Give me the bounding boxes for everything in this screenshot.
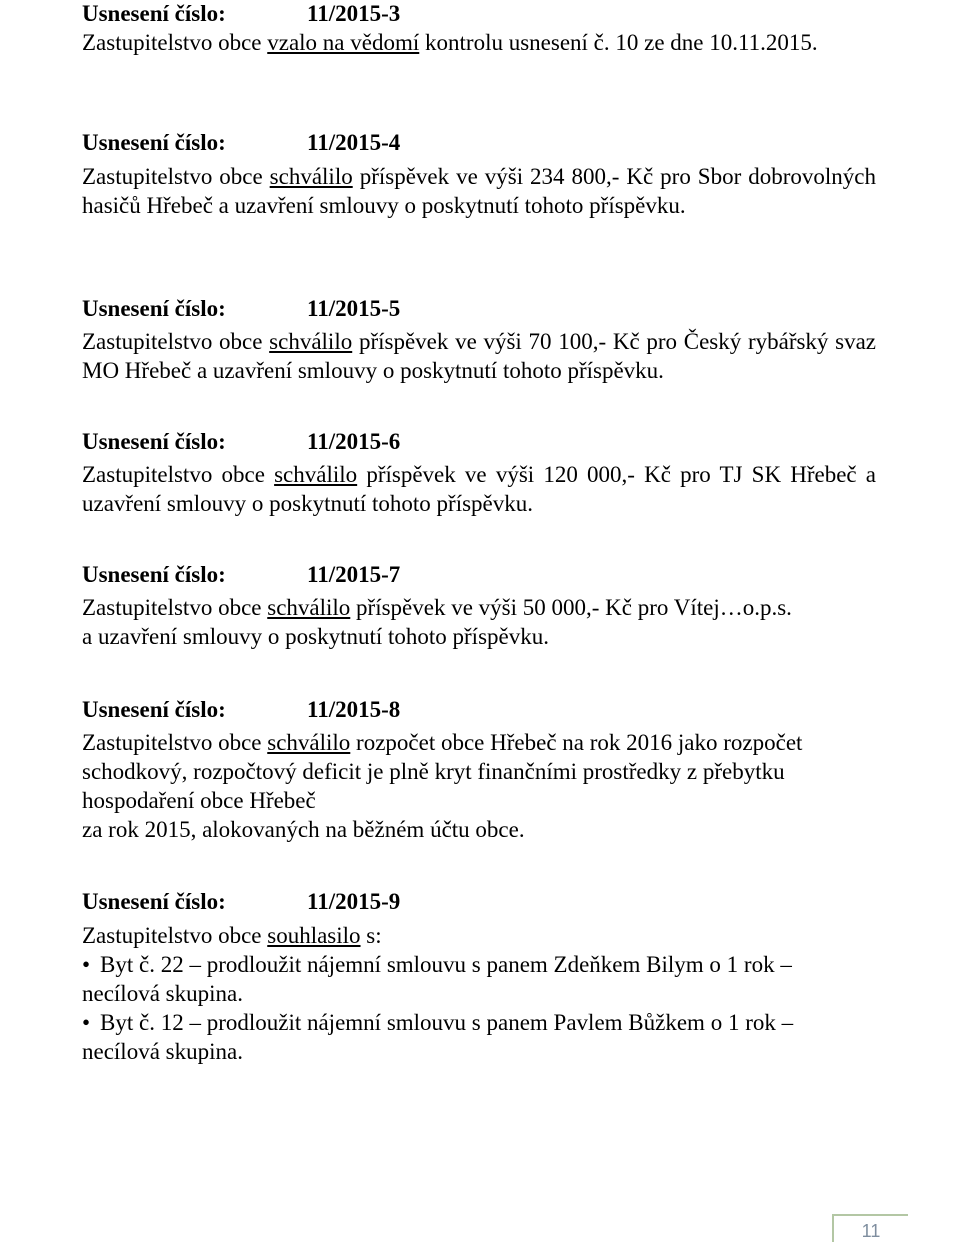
resolution-verb: schválilo: [267, 730, 351, 755]
resolution-verb: schválilo: [274, 462, 358, 487]
resolution-text: Zastupitelstvo obce souhlasilo s: • Byt č. 22 – prodloužit nájemní smlouvu s panem Zdeňkem Bilym o 1 rok – necílová skupina. • Byt č. 12 – prodloužit nájemní smlouvu s panem Pavlem Bůžkem o 1 rok – necílová skupina.: [82, 921, 876, 1066]
resolution-heading: [82, 560, 401, 589]
resolution-number: 11/2015-3: [307, 1, 401, 26]
resolution-text: Zastupitelstvo obce schválilo příspěvek ve výši 70 100,- Kč pro Český rybářský svaz MO Hřebeč a uzavření smlouvy o poskytnutí tohoto příspěvku.: [82, 329, 877, 383]
heading-label: Usnesení číslo:: [82, 130, 226, 155]
heading-label: Usnesení číslo:: [82, 697, 226, 722]
heading-label: Usnesení číslo:: [82, 429, 226, 454]
resolution-number: 11/2015-5: [307, 296, 401, 321]
resolution-number: 11/2015-6: [307, 429, 401, 454]
resolution-text: Zastupitelstvo obce vzalo na vědomí kontrolu usnesení č. 10 ze dne 10.11.2015.: [82, 30, 818, 55]
resolution-verb: souhlasilo: [267, 923, 361, 948]
resolution-number: 11/2015-4: [307, 130, 401, 155]
heading-label: Usnesení číslo:: [82, 1, 226, 26]
resolution-text: Zastupitelstvo obce schválilo rozpočet obce Hřebeč na rok 2016 jako rozpočet schodkový, rozpočtový deficit je plně kryt finančními prostředky z přebytku hospodaření obce Hřebeč za rok 2015, alokovaných na běžném účtu obce.: [82, 730, 803, 842]
resolution-verb: vzalo na vědomí: [267, 30, 420, 55]
resolution-text: Zastupitelstvo obce schválilo příspěvek ve výši 120 000,- Kč pro TJ SK Hřebeč a uzavření smlouvy o poskytnutí tohoto příspěvku.: [82, 462, 877, 516]
bullet-icon: •: [82, 952, 91, 977]
resolution-heading: [82, 0, 401, 28]
resolution-heading: [82, 427, 401, 456]
heading-label: Usnesení číslo:: [82, 296, 226, 321]
list-item: • Byt č. 12 – prodloužit nájemní smlouvu s panem Pavlem Bůžkem o 1 rok –: [82, 1010, 794, 1035]
resolution-heading: [82, 887, 401, 916]
resolution-text: Zastupitelstvo obce schválilo příspěvek ve výši 50 000,- Kč pro Vítej…o.p.s. a uzavření smlouvy o poskytnutí tohoto příspěvku.: [82, 595, 792, 649]
resolution-number: 11/2015-9: [307, 889, 401, 914]
resolution-text: Zastupitelstvo obce schválilo příspěvek ve výši 234 800,- Kč pro Sbor dobrovolných hasičů Hřebeč a uzavření smlouvy o poskytnutí tohoto příspěvku.: [82, 164, 876, 218]
resolution-number: 11/2015-7: [307, 562, 401, 587]
resolution-heading: [82, 695, 401, 724]
heading-label: Usnesení číslo:: [82, 562, 226, 587]
heading-label: Usnesení číslo:: [82, 889, 226, 914]
resolution-number: 11/2015-8: [307, 697, 401, 722]
resolution-heading: [82, 128, 401, 157]
resolution-verb: schválilo: [269, 329, 353, 354]
resolution-verb: schválilo: [269, 164, 353, 189]
list-item: • Byt č. 22 – prodloužit nájemní smlouvu s panem Zdeňkem Bilym o 1 rok –: [82, 952, 792, 977]
page-number: 11: [832, 1214, 908, 1242]
resolution-verb: schválilo: [267, 595, 351, 620]
resolution-heading: [82, 294, 401, 323]
bullet-icon: •: [82, 1010, 91, 1035]
